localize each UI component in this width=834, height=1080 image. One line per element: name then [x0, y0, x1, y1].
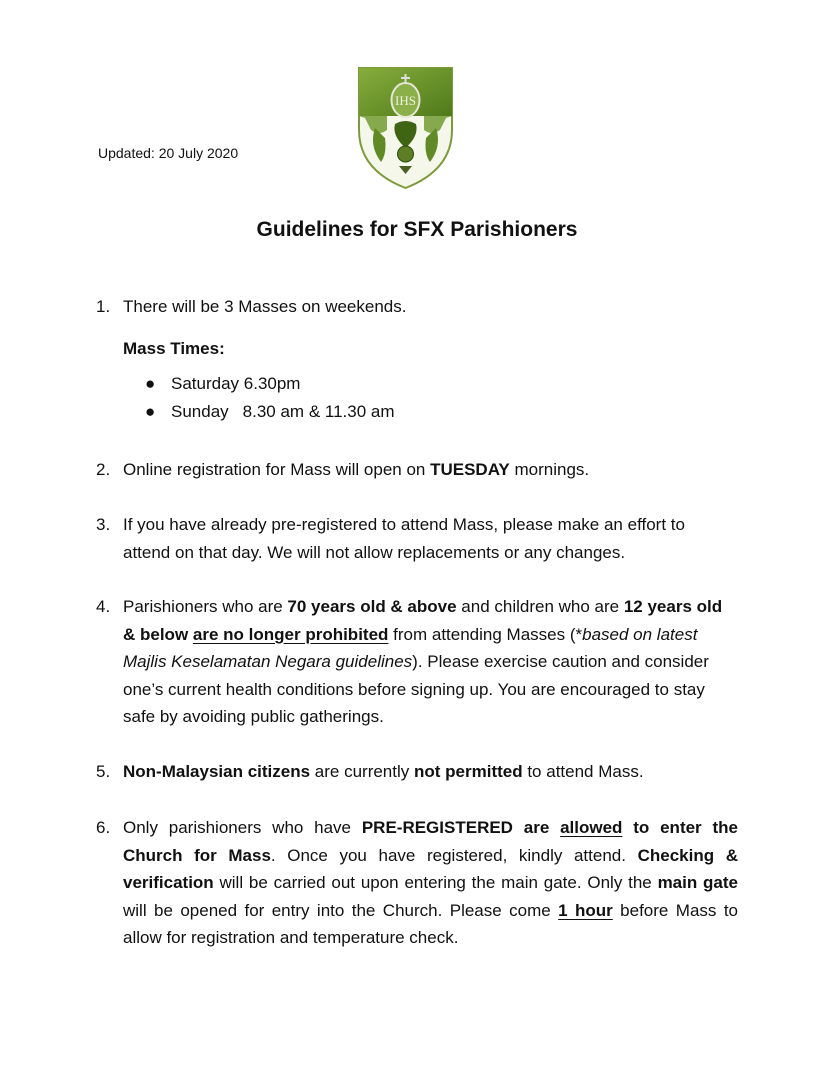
mass-times-heading: Mass Times: [123, 338, 225, 358]
item-number: 2. [96, 460, 111, 479]
guideline-item-2: 2. Online registration for Mass will open on TUESDAY mornings. [96, 456, 738, 484]
mass-times-list [123, 370, 738, 425]
list-item: ● Sunday 8.30 am & 11.30 am [123, 398, 738, 426]
item-number: 4. [96, 597, 111, 616]
item-number: 3. [96, 515, 111, 534]
bullet-icon: ● [145, 401, 156, 421]
page-title: Guidelines for SFX Parishioners [256, 218, 578, 241]
bullet-icon: ● [145, 374, 156, 393]
svg-text:IHS: IHS [395, 93, 416, 108]
item-number: 6. [96, 818, 111, 837]
item-text: There will be 3 Masses on weekends. [123, 297, 407, 316]
guideline-item-4: 4. Parishioners who are 70 years old & above and children who are 12 years old & below are no longer prohibited from attending Masses (*based on latest Majlis Keselamatan Negara guidelines). Please exercise caution and consider one’s current health conditions before signing up. You are encouraged to stay safe by avoiding public gatherings. [96, 593, 738, 731]
guideline-item-6: 6. Only parishioners who have PRE-REGISTERED are allowed to enter the Church for Mass. Once you have registered, kindly attend. Checking & verification will be carried out upon entering the main gate. Only the main gate will be opened for entry into the Church. Please come 1 hour before Mass to allow for registration and temperature check. [96, 814, 738, 952]
list-item: ● Saturday 6.30pm [123, 370, 738, 398]
guideline-item-1 [96, 293, 738, 425]
guideline-item-3: 3. If you have already pre-registered to attend Mass, please make an effort to attend on that day. We will not allow replacements or any changes. [96, 511, 738, 566]
guideline-item-5: 5. Non-Malaysian citizens are currently not permitted to attend Mass. [96, 758, 738, 786]
updated-date: Updated: 20 July 2020 [98, 145, 239, 161]
item-number: 1. [96, 297, 111, 316]
item-number: 5. [96, 762, 111, 781]
parish-crest-logo [357, 66, 454, 190]
